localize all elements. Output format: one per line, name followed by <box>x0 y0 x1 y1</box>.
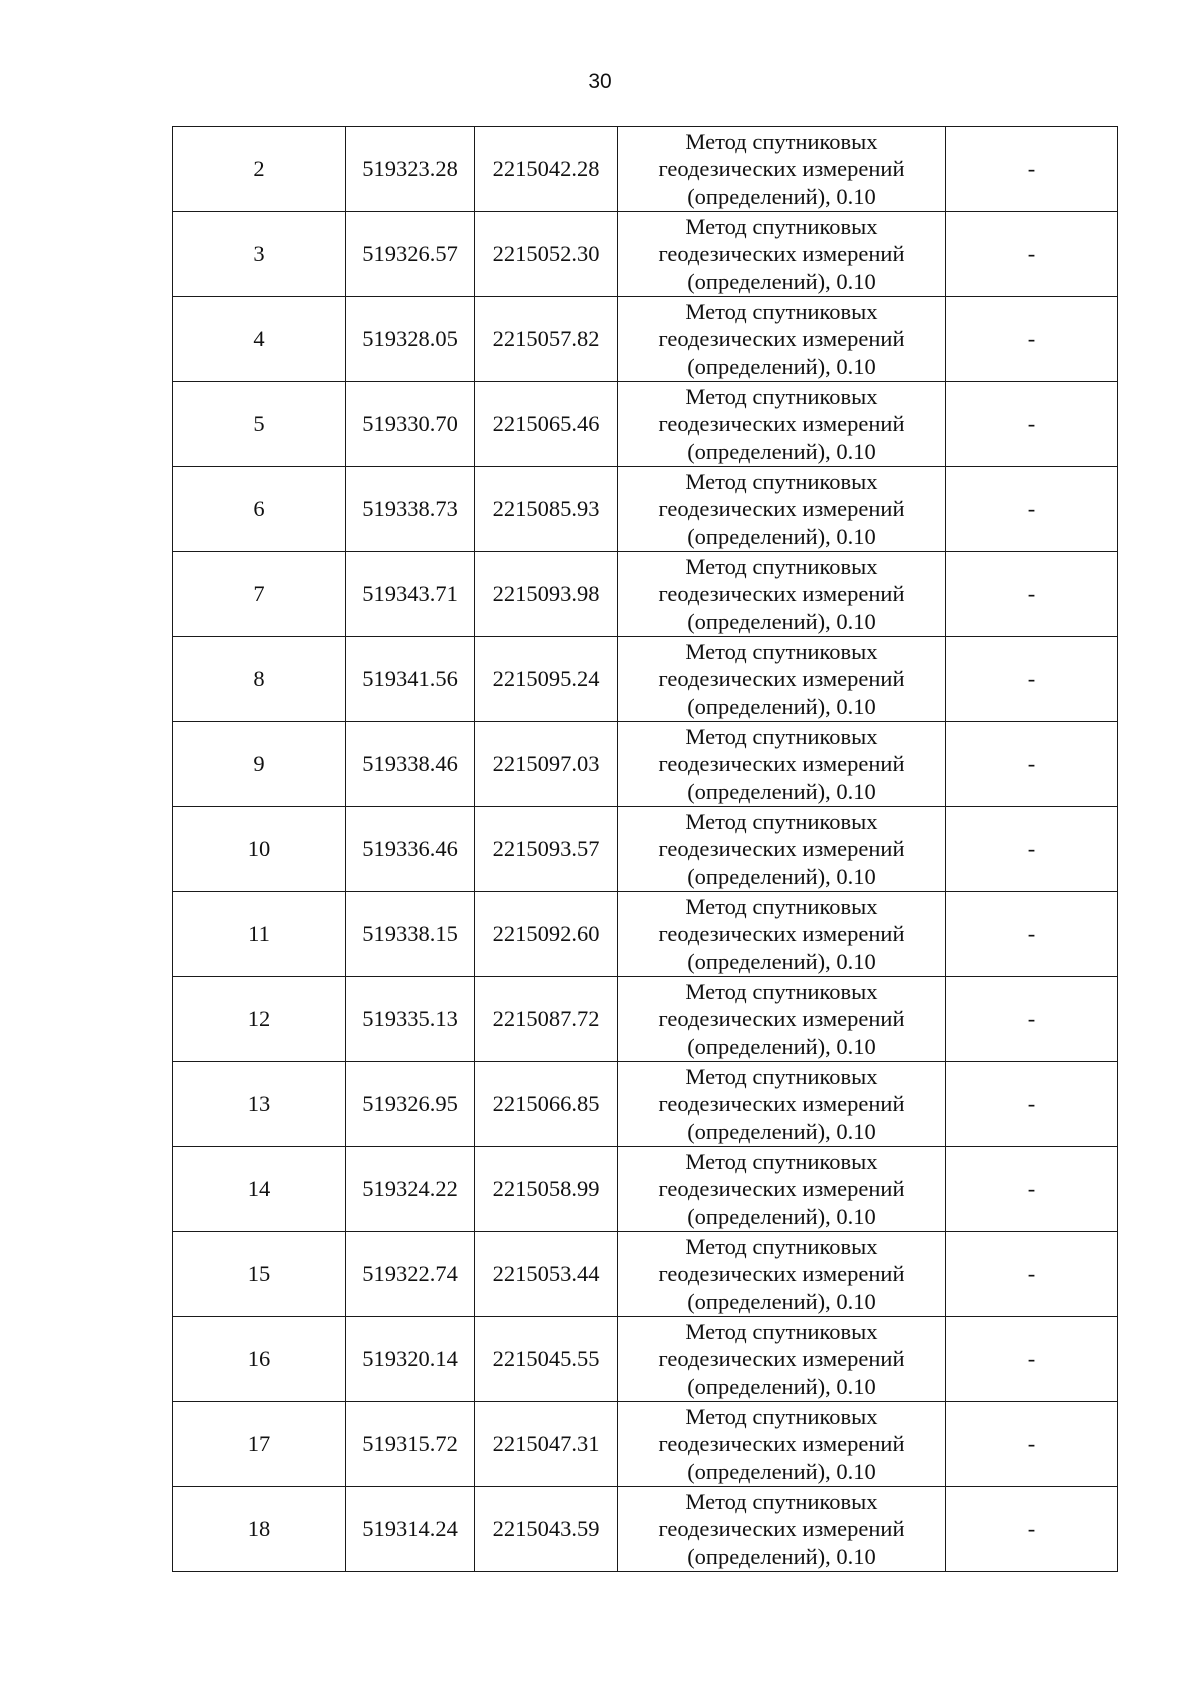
y-coordinate: 2215045.55 <box>475 1317 618 1402</box>
x-coordinate: 519326.95 <box>346 1062 475 1147</box>
table-row <box>173 1232 1118 1317</box>
method-description <box>618 977 946 1062</box>
method-description <box>618 297 946 382</box>
note-cell: - <box>946 977 1118 1062</box>
x-coordinate: 519343.71 <box>346 552 475 637</box>
x-coordinate: 519338.46 <box>346 722 475 807</box>
method-line-3: (определений), 0.10 <box>687 778 876 804</box>
method-line-1: Метод спутниковых <box>685 1148 878 1174</box>
method-description <box>618 552 946 637</box>
note-cell: - <box>946 722 1118 807</box>
method-line-3: (определений), 0.10 <box>687 1458 876 1484</box>
note-cell: - <box>946 382 1118 467</box>
x-coordinate: 519330.70 <box>346 382 475 467</box>
method-description <box>618 807 946 892</box>
method-line-1: Метод спутниковых <box>685 723 878 749</box>
x-coordinate: 519324.22 <box>346 1147 475 1232</box>
x-coordinate: 519328.05 <box>346 297 475 382</box>
method-line-1: Метод спутниковых <box>685 213 878 239</box>
method-line-2: геодезических измерений <box>658 241 905 267</box>
point-number: 6 <box>173 467 346 552</box>
note-cell: - <box>946 807 1118 892</box>
method-line-2: геодезических измерений <box>658 581 905 607</box>
method-line-2: геодезических измерений <box>658 1261 905 1287</box>
method-description <box>618 722 946 807</box>
note-cell: - <box>946 127 1118 212</box>
method-line-1: Метод спутниковых <box>685 893 878 919</box>
point-number: 14 <box>173 1147 346 1232</box>
method-line-1: Метод спутниковых <box>685 383 878 409</box>
method-line-2: геодезических измерений <box>658 1091 905 1117</box>
x-coordinate: 519314.24 <box>346 1487 475 1572</box>
coordinates-table-body <box>173 127 1118 1572</box>
point-number: 16 <box>173 1317 346 1402</box>
table-row <box>173 1317 1118 1402</box>
method-line-1: Метод спутниковых <box>685 978 878 1004</box>
method-line-1: Метод спутниковых <box>685 553 878 579</box>
table-row <box>173 127 1118 212</box>
method-line-2: геодезических измерений <box>658 1006 905 1032</box>
method-description <box>618 1317 946 1402</box>
note-cell: - <box>946 297 1118 382</box>
method-description <box>618 1147 946 1232</box>
table-row <box>173 382 1118 467</box>
method-line-1: Метод спутниковых <box>685 1403 878 1429</box>
note-cell: - <box>946 1232 1118 1317</box>
method-line-3: (определений), 0.10 <box>687 1203 876 1229</box>
method-line-1: Метод спутниковых <box>685 128 878 154</box>
method-line-1: Метод спутниковых <box>685 1488 878 1514</box>
note-cell: - <box>946 1062 1118 1147</box>
method-line-2: геодезических измерений <box>658 836 905 862</box>
method-line-2: геодезических измерений <box>658 1176 905 1202</box>
table-row <box>173 722 1118 807</box>
method-description <box>618 1487 946 1572</box>
table-row <box>173 1487 1118 1572</box>
y-coordinate: 2215052.30 <box>475 212 618 297</box>
y-coordinate: 2215093.57 <box>475 807 618 892</box>
note-cell: - <box>946 1402 1118 1487</box>
method-line-2: геодезических измерений <box>658 411 905 437</box>
x-coordinate: 519338.15 <box>346 892 475 977</box>
y-coordinate: 2215047.31 <box>475 1402 618 1487</box>
table-row <box>173 552 1118 637</box>
y-coordinate: 2215097.03 <box>475 722 618 807</box>
point-number: 18 <box>173 1487 346 1572</box>
point-number: 17 <box>173 1402 346 1487</box>
method-line-1: Метод спутниковых <box>685 1318 878 1344</box>
point-number: 4 <box>173 297 346 382</box>
point-number: 13 <box>173 1062 346 1147</box>
method-description <box>618 637 946 722</box>
note-cell: - <box>946 892 1118 977</box>
x-coordinate: 519336.46 <box>346 807 475 892</box>
table-row <box>173 807 1118 892</box>
method-line-3: (определений), 0.10 <box>687 268 876 294</box>
method-line-2: геодезических измерений <box>658 1431 905 1457</box>
method-description <box>618 382 946 467</box>
note-cell: - <box>946 552 1118 637</box>
table-row <box>173 1147 1118 1232</box>
method-description <box>618 1402 946 1487</box>
point-number: 2 <box>173 127 346 212</box>
method-line-3: (определений), 0.10 <box>687 353 876 379</box>
method-line-3: (определений), 0.10 <box>687 183 876 209</box>
page-number: 30 <box>588 70 612 93</box>
method-line-2: геодезических измерений <box>658 326 905 352</box>
note-cell: - <box>946 467 1118 552</box>
y-coordinate: 2215053.44 <box>475 1232 618 1317</box>
y-coordinate: 2215092.60 <box>475 892 618 977</box>
y-coordinate: 2215085.93 <box>475 467 618 552</box>
y-coordinate: 2215057.82 <box>475 297 618 382</box>
x-coordinate: 519320.14 <box>346 1317 475 1402</box>
y-coordinate: 2215042.28 <box>475 127 618 212</box>
method-line-3: (определений), 0.10 <box>687 1033 876 1059</box>
y-coordinate: 2215065.46 <box>475 382 618 467</box>
method-description <box>618 892 946 977</box>
y-coordinate: 2215095.24 <box>475 637 618 722</box>
note-cell: - <box>946 637 1118 722</box>
table-row <box>173 637 1118 722</box>
method-description <box>618 1232 946 1317</box>
method-line-1: Метод спутниковых <box>685 1063 878 1089</box>
method-line-3: (определений), 0.10 <box>687 1118 876 1144</box>
method-line-2: геодезических измерений <box>658 666 905 692</box>
point-number: 9 <box>173 722 346 807</box>
method-description <box>618 212 946 297</box>
note-cell: - <box>946 212 1118 297</box>
method-line-3: (определений), 0.10 <box>687 523 876 549</box>
method-line-2: геодезических измерений <box>658 1516 905 1542</box>
method-line-1: Метод спутниковых <box>685 808 878 834</box>
method-line-3: (определений), 0.10 <box>687 863 876 889</box>
coordinates-table <box>172 126 1118 1572</box>
note-cell: - <box>946 1487 1118 1572</box>
x-coordinate: 519326.57 <box>346 212 475 297</box>
point-number: 12 <box>173 977 346 1062</box>
y-coordinate: 2215087.72 <box>475 977 618 1062</box>
method-description <box>618 1062 946 1147</box>
method-line-1: Метод спутниковых <box>685 1233 878 1259</box>
point-number: 3 <box>173 212 346 297</box>
table-row <box>173 977 1118 1062</box>
method-line-2: геодезических измерений <box>658 496 905 522</box>
y-coordinate: 2215066.85 <box>475 1062 618 1147</box>
table-row <box>173 467 1118 552</box>
x-coordinate: 519315.72 <box>346 1402 475 1487</box>
table-row <box>173 892 1118 977</box>
note-cell: - <box>946 1147 1118 1232</box>
point-number: 11 <box>173 892 346 977</box>
method-line-3: (определений), 0.10 <box>687 693 876 719</box>
point-number: 15 <box>173 1232 346 1317</box>
table-row <box>173 1402 1118 1487</box>
x-coordinate: 519338.73 <box>346 467 475 552</box>
method-line-1: Метод спутниковых <box>685 298 878 324</box>
method-line-2: геодезических измерений <box>658 751 905 777</box>
table-row <box>173 1062 1118 1147</box>
y-coordinate: 2215093.98 <box>475 552 618 637</box>
method-line-3: (определений), 0.10 <box>687 948 876 974</box>
point-number: 8 <box>173 637 346 722</box>
table-row <box>173 212 1118 297</box>
method-line-3: (определений), 0.10 <box>687 1543 876 1569</box>
method-line-3: (определений), 0.10 <box>687 608 876 634</box>
method-line-2: геодезических измерений <box>658 156 905 182</box>
method-line-3: (определений), 0.10 <box>687 1373 876 1399</box>
method-line-1: Метод спутниковых <box>685 468 878 494</box>
point-number: 7 <box>173 552 346 637</box>
table-row <box>173 297 1118 382</box>
y-coordinate: 2215058.99 <box>475 1147 618 1232</box>
method-line-2: геодезических измерений <box>658 921 905 947</box>
method-line-1: Метод спутниковых <box>685 638 878 664</box>
point-number: 10 <box>173 807 346 892</box>
note-cell: - <box>946 1317 1118 1402</box>
method-line-2: геодезических измерений <box>658 1346 905 1372</box>
method-line-3: (определений), 0.10 <box>687 438 876 464</box>
method-description <box>618 467 946 552</box>
point-number: 5 <box>173 382 346 467</box>
method-line-3: (определений), 0.10 <box>687 1288 876 1314</box>
x-coordinate: 519341.56 <box>346 637 475 722</box>
x-coordinate: 519335.13 <box>346 977 475 1062</box>
x-coordinate: 519323.28 <box>346 127 475 212</box>
x-coordinate: 519322.74 <box>346 1232 475 1317</box>
method-description <box>618 127 946 212</box>
y-coordinate: 2215043.59 <box>475 1487 618 1572</box>
